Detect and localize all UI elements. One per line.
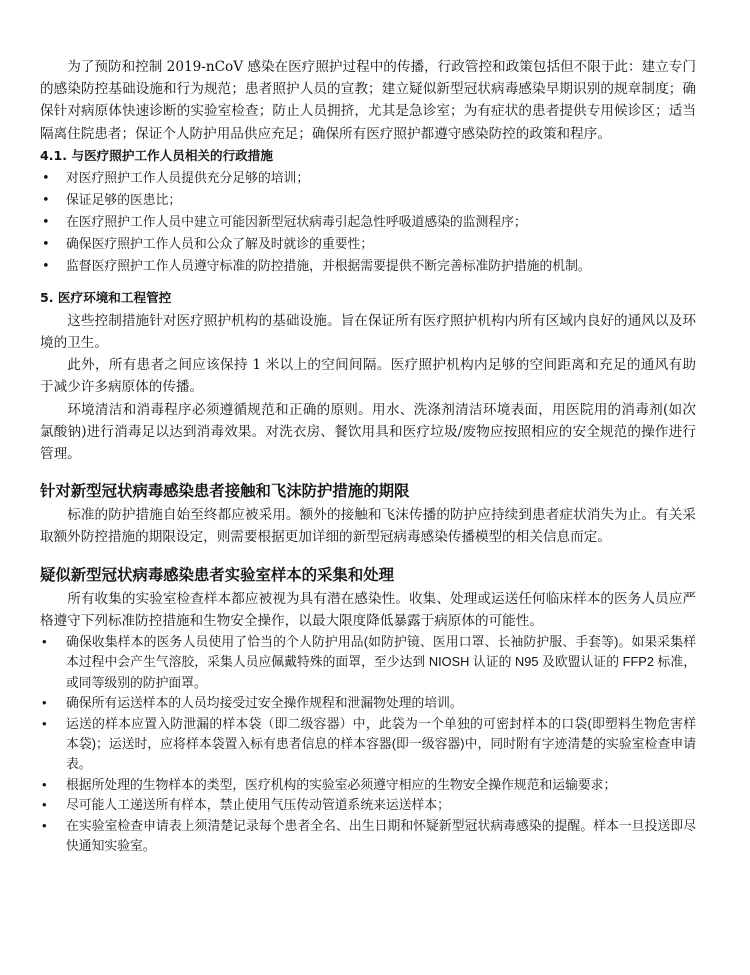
section-4-1-heading: 4.1. 与医疗照护工作人员相关的行政措施 xyxy=(40,147,273,163)
list-item: • 在实验室检查申请表上须清楚记录每个患者全名、出生日期和怀疑新型冠状病毒感染的提醒。样本一旦投送即尽快通知实验室。 xyxy=(42,817,696,854)
section-5-paragraph: 此外，所有患者之间应该保持 1 米以上的空间间隔。医疗照护机构内足够的空间距离和充足的通风有助于减少许多病原体的传播。 xyxy=(40,357,696,396)
list-item: • 确保医疗照护工作人员和公众了解及时就诊的重要性； xyxy=(40,234,696,256)
section-5-paragraph: 这些控制措施针对医疗照护机构的基础设施。旨在保证所有医疗照护机构内所有区域内良好的通风以及环境的卫生。 xyxy=(40,312,696,352)
list-item: • 在医疗照护工作人员中建立可能因新型冠状病毒引起急性呼吸道感染的监测程序； xyxy=(40,212,696,234)
list-item: • 根据所处理的生物样本的类型，医疗机构的实验室必须遵守相应的生物安全操作规范和运输要求； xyxy=(40,775,696,795)
section-4-1-list xyxy=(40,168,696,278)
bullet-icon: • xyxy=(42,715,47,731)
bullet-icon: • xyxy=(42,695,47,711)
bullet-icon: • xyxy=(42,214,50,230)
list-item: • 确保所有运送样本的人员均接受过安全操作规程和泄漏物处理的培训。 xyxy=(40,693,696,713)
lab-specimen-heading: 疑似新型冠状病毒感染患者实验室样本的采集和处理 xyxy=(40,565,394,584)
list-item: • 监督医疗照护工作人员遵守标准的防控措施，并根据需要提供不断完善标准防护措施的机制。 xyxy=(40,256,696,278)
intro-paragraph: 为了预防和控制 2019-nCoV 感染在医疗照护过程中的传播，行政管控和政策包括但不限于此：建立专门的感染防控基础设施和行为规范；患者照护人员的宣教；建立疑似新型冠状病毒感染早期识别的规章制度；确保针对病原体快速诊断的实验室检查；防止人员拥挤，尤其是急诊室；为有症状的患者提供专用候诊区；适当隔离住院患者；保证个人防护用品供应充足；确保所有医疗照护都遵守感染防控的政策和程序。 xyxy=(40,59,696,142)
bullet-icon: • xyxy=(42,170,50,186)
bullet-icon: • xyxy=(42,634,47,650)
lab-specimen-paragraph: 所有收集的实验室检查样本都应被视为具有潜在感染性。收集、处理或运送任何临床样本的医务人员应严格遵守下列标准防控措施和生物安全操作，以最大限度降低暴露于病原体的可能性。 xyxy=(40,590,696,629)
precaution-duration-paragraph: 标准的防护措施自始至终都应被采用。额外的接触和飞沫传播的防护应持续到患者症状消失为止。有关采取额外防控措施的期限设定，则需要根据更加详细的新型冠病毒感染传播模型的相关信息而定。 xyxy=(40,507,696,546)
bullet-icon: • xyxy=(42,797,47,813)
section-5-heading: 5. 医疗环境和工程管控 xyxy=(40,289,172,305)
bullet-icon: • xyxy=(42,192,50,208)
bullet-icon: • xyxy=(42,817,47,833)
bullet-icon: • xyxy=(42,236,50,252)
list-item: • 尽可能人工递送所有样本，禁止使用气压传动管道系统来运送样本； xyxy=(40,795,696,815)
bullet-icon: • xyxy=(42,258,50,274)
lab-specimen-list xyxy=(40,632,696,856)
list-item: • 对医疗照护工作人员提供充分足够的培训； xyxy=(40,168,696,190)
section-5-paragraph: 环境清洁和消毒程序必须遵循规范和正确的原则。用水、洗涤剂清洁环境表面，用医院用的消毒剂(如次氯酸钠)进行消毒足以达到消毒效果。对洗衣房、餐饮用具和医疗垃圾/废物应按照相应的安全规范的操作进行管理。 xyxy=(40,401,696,463)
list-item: • 保证足够的医患比； xyxy=(40,190,696,212)
bullet-icon: • xyxy=(42,776,47,792)
list-item: • 确保收集样本的医务人员使用了恰当的个人防护用品(如防护镜、医用口罩、长袖防护服、手套等)。如果采集样本过程中会产生气溶胶，采集人员应佩戴特殊的面罩，至少达到 NIOSH 认证的 N95 及欧盟认证的 FFP2 标准，或同等级别的防护面罩。 xyxy=(42,634,696,690)
precaution-duration-heading: 针对新型冠状病毒感染患者接触和飞沫防护措施的期限 xyxy=(40,482,410,501)
list-item: • 运送的样本应置入防泄漏的样本袋（即二级容器）中，此袋为一个单独的可密封样本的口袋(即塑料生物危害样本袋)；运送时，应将样本袋置入标有患者信息的样本容器(即一级容器)中，同时附有字迹清楚的实验室检查申请表。 xyxy=(42,715,696,772)
